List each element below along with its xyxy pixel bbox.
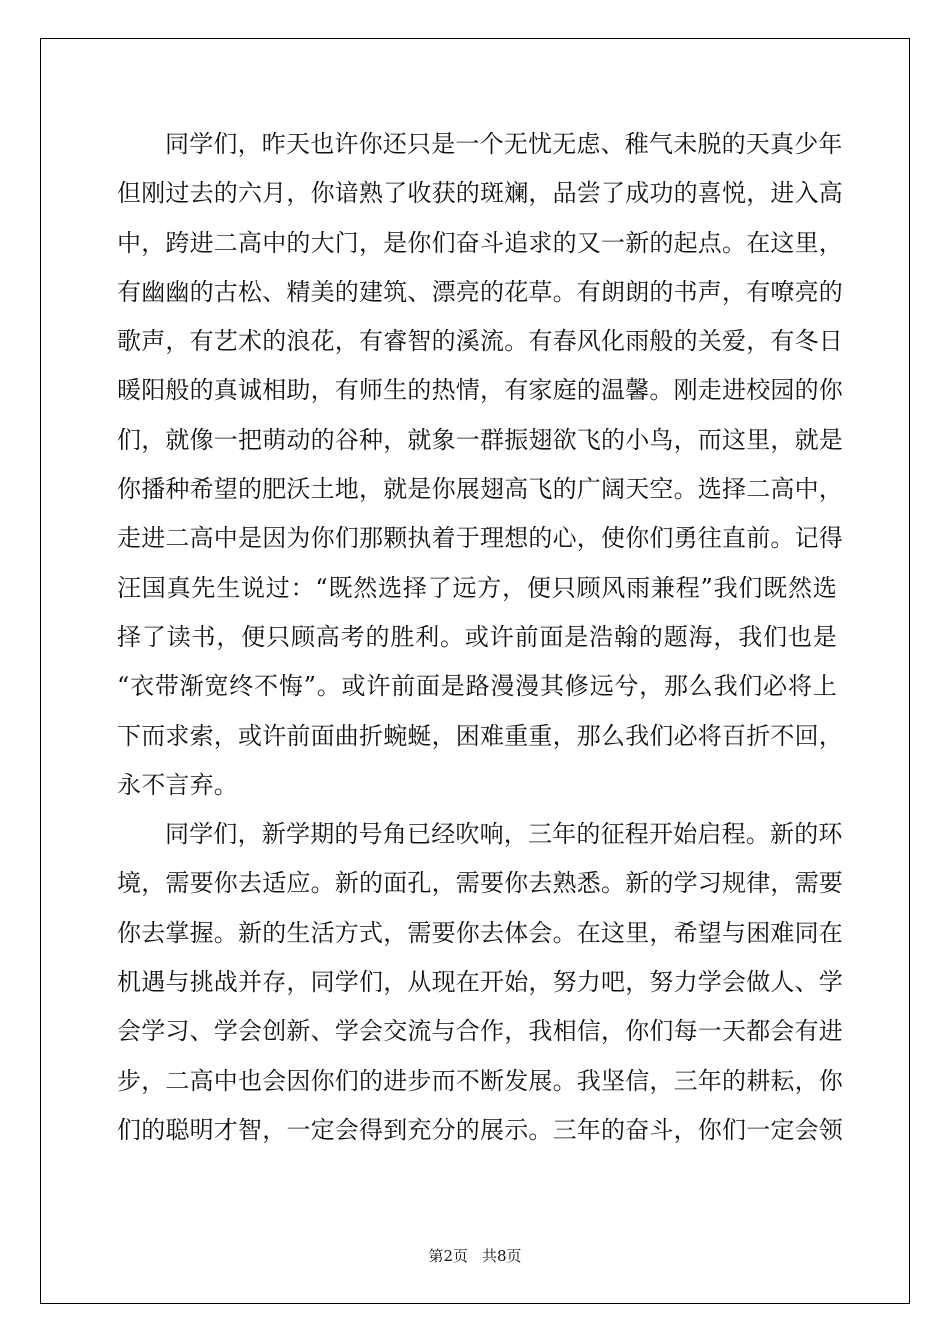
text-line: 们，就像一把萌动的谷种，就象一群振翅欲飞的小鸟，而这里，就是	[117, 425, 843, 454]
page-footer	[0, 1245, 950, 1266]
page-total: 共8页	[482, 1247, 522, 1265]
text-line: 会学习、学会创新、学会交流与合作，我相信，你们每一天都会有进	[117, 1017, 843, 1046]
text-line: 永不言弃。	[117, 770, 238, 799]
text-line: 同学们，昨天也许你还只是一个无忧无虑、稚气未脱的天真少年	[165, 130, 843, 158]
page-number: 第2页	[428, 1247, 468, 1265]
paragraph-2	[117, 810, 843, 1155]
text-line: 步，二高中也会因你们的进步而不断发展。我坚信，三年的耕耘，你	[117, 1066, 843, 1095]
document-body	[117, 120, 843, 1155]
text-line: 歌声，有艺术的浪花，有睿智的溪流。有春风化雨般的关爱，有冬日	[117, 327, 843, 356]
text-line: 汪国真先生说过：“既然选择了远方，便只顾风雨兼程”我们既然选	[117, 573, 837, 602]
text-line: 们的聪明才智，一定会得到充分的展示。三年的奋斗，你们一定会领	[117, 1115, 843, 1144]
text-line: 中，跨进二高中的大门，是你们奋斗追求的又一新的起点。在这里，	[117, 228, 843, 257]
text-line: 但刚过去的六月，你谙熟了收获的斑斓，品尝了成功的喜悦，进入高	[117, 179, 843, 208]
text-line: 同学们，新学期的号角已经吹响，三年的征程开始启程。新的环	[165, 820, 843, 849]
text-line: 择了读书，便只顾高考的胜利。或许前面是浩翰的题海，我们也是	[117, 622, 837, 651]
text-line: 你去掌握。新的生活方式，需要你去体会。在这里，希望与困难同在	[117, 918, 843, 947]
text-line: 境，需要你去适应。新的面孔，需要你去熟悉。新的学习规律，需要	[117, 869, 843, 898]
text-line: 走进二高中是因为你们那颗执着于理想的心，使你们勇往直前。记得	[117, 524, 843, 553]
paragraph-1	[117, 120, 843, 810]
text-line: 你播种希望的肥沃土地，就是你展翅高飞的广阔天空。选择二高中，	[117, 475, 843, 504]
text-line: 暖阳般的真诚相助，有师生的热情，有家庭的温馨。刚走进校园的你	[117, 376, 843, 405]
text-line: 机遇与挑战并存，同学们，从现在开始，努力吧，努力学会做人、学	[117, 968, 843, 997]
text-line: 下而求索，或许前面曲折蜿蜒，困难重重，那么我们必将百折不回，	[117, 721, 843, 750]
text-line: “衣带渐宽终不悔”。或许前面是路漫漫其修远兮，那么我们必将上	[117, 672, 837, 701]
text-line: 有幽幽的古松、精美的建筑、漂亮的花草。有朗朗的书声，有嘹亮的	[117, 277, 843, 306]
